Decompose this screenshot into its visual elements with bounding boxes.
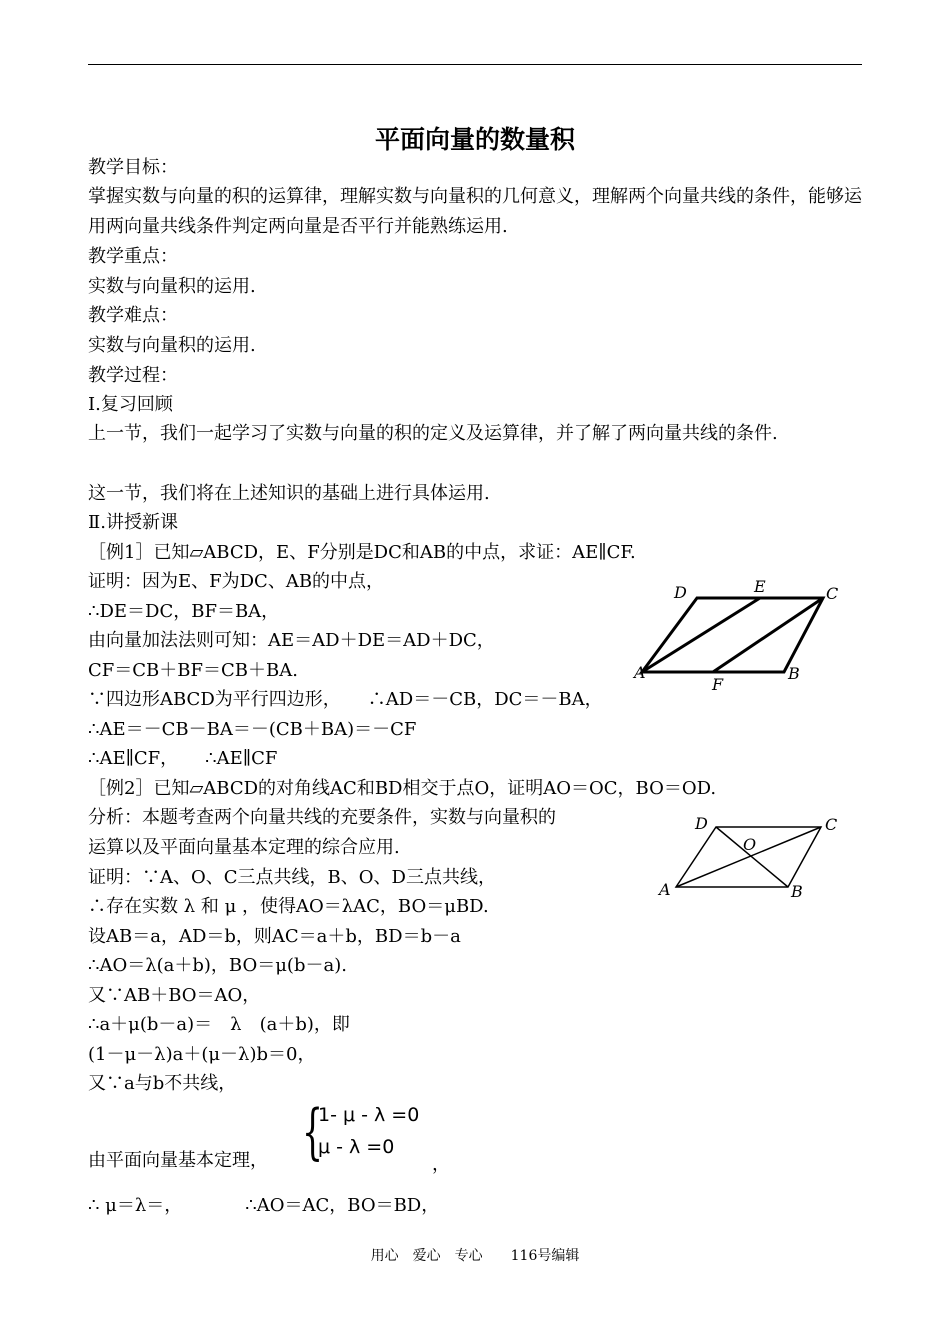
line-ex2-proof-6: ∴a＋μ(b－a)＝ λ (a＋b)，即: [88, 1014, 350, 1035]
fig1-label-e: E: [754, 577, 766, 596]
line-objectives-text: 掌握实数与向量的积的运算律，理解实数与向量积的几何意义，理解两个向量共线的条件，能够运用两向量共线条件判定两向量是否平行并能熟练运用.: [88, 186, 862, 237]
line-ex1-proof-3: 由向量加法法则可知：AE＝AD＋DE＝AD＋DC，: [88, 630, 495, 651]
figure-parallelogram-2: [655, 805, 855, 900]
line-ex1-proof-5: ∵四边形ABCD为平行四边形， ∴AD＝－CB，DC＝－BA，: [88, 689, 603, 710]
line-ex2-conclusion: ∴ μ＝λ＝， ∴AO＝AC，BO＝BD，: [88, 1195, 440, 1216]
fig1-label-f: F: [712, 675, 724, 690]
fig1-segment-ae: [642, 598, 760, 672]
line-ex2-proof-2: ∴存在实数 λ 和 μ ，使得AO＝λAC，BO＝μBD.: [88, 896, 489, 917]
equation-system: [302, 1097, 442, 1170]
line-ex2-proof-9: 由平面向量基本定理，: [88, 1150, 268, 1171]
line-ex2-proof-4: ∴AO＝λ(a＋b)，BO＝μ(b－a).: [88, 955, 347, 976]
fig1-label-d: D: [674, 583, 687, 602]
line-ex1-proof-2: ∴DE＝DC，BF＝BA，: [88, 601, 280, 622]
fig2-label-b: B: [791, 882, 803, 900]
line-process-heading: 教学过程：: [88, 365, 178, 386]
line-ex1-proof-1: 证明：因为E、F为DC、AB的中点，: [88, 571, 385, 592]
line-ex2-proof-7: (1－μ－λ)a＋(μ－λ)b＝0，: [88, 1044, 316, 1065]
line-ex2-proof-5: 又∵AB＋BO＝AO，: [88, 985, 261, 1006]
line-ex1-proof-6: ∴AE＝－CB－BA＝－(CB＋BA)＝－CF: [88, 719, 417, 740]
fig1-parallelogram: [642, 598, 823, 672]
line-objectives-heading: 教学目标：: [88, 157, 178, 178]
line-example1: ［例1］已知▱ABCD，E、F分别是DC和AB的中点，求证：AE∥CF.: [88, 542, 636, 563]
system-brace: {: [302, 1097, 324, 1167]
figure-parallelogram-1: [630, 575, 855, 690]
system-comma: ，: [432, 1154, 450, 1175]
system-equation-2: μ - λ =0: [318, 1136, 395, 1158]
fig1-label-a: A: [634, 663, 646, 682]
fig2-label-a: A: [659, 880, 671, 899]
line-ex2-proof-3: 设AB＝a，AD＝b，则AC＝a＋b，BD＝b－a: [88, 926, 461, 947]
line-keypoint-heading: 教学重点：: [88, 246, 178, 267]
line-review-text: 上一节，我们一起学习了实数与向量的积的定义及运算律，并了解了两向量共线的条件.: [88, 423, 778, 444]
fig2-label-c: C: [825, 815, 838, 834]
line-ex2-proof-1: 证明：∵A、O、C三点共线，B、O、D三点共线，: [88, 867, 496, 888]
line-ex2-analysis-1: 分析：本题考查两个向量共线的充要条件，实数与向量积的: [88, 807, 556, 828]
line-ex1-proof-4: CF＝CB＋BF＝CB＋BA.: [88, 660, 298, 681]
line-ex2-proof-8: 又∵a与b不共线，: [88, 1073, 237, 1094]
line-keypoint-text: 实数与向量积的运用.: [88, 276, 256, 297]
line-difficulty-heading: 教学难点：: [88, 305, 178, 326]
line-difficulty-text: 实数与向量积的运用.: [88, 335, 256, 356]
line-example2: ［例2］已知▱ABCD的对角线AC和BD相交于点O，证明AO＝OC，BO＝OD.: [88, 778, 717, 799]
line-ex1-proof-7: ∴AE∥CF， ∴AE∥CF: [88, 748, 278, 769]
fig1-label-b: B: [788, 664, 800, 683]
line-section-new: Ⅱ.讲授新课: [88, 512, 178, 533]
line-section-review: Ⅰ.复习回顾: [88, 394, 173, 415]
fig1-segment-cf: [713, 598, 823, 672]
fig2-label-o: O: [743, 835, 757, 854]
page-title: 平面向量的数量积: [374, 125, 575, 154]
system-equation-1: 1- μ - λ =0: [318, 1104, 420, 1126]
fig2-label-d: D: [695, 814, 708, 833]
header-rule: [88, 64, 862, 65]
line-review-text-2: 这一节，我们将在上述知识的基础上进行具体运用.: [88, 483, 490, 504]
page-footer: 用心 爱心 专心 116号编辑: [370, 1248, 580, 1264]
line-ex2-analysis-2: 运算以及平面向量基本定理的综合应用.: [88, 837, 400, 858]
fig1-label-c: C: [826, 584, 839, 603]
